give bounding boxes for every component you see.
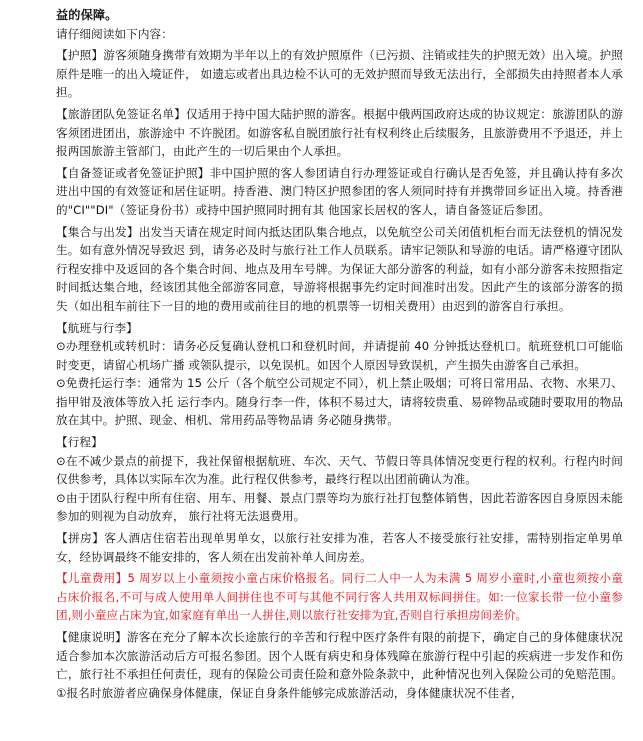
passport-paragraph: 【护照】游客须随身携带有效期为半年以上的有效护照原件（已污损、注销或挂失的护照无效）出入境。护照原件是唯一的出入境证件， 如遗忘或者出具边检不认可的无效护照而导致无法出行，全部损失由持照者本人承担。 — [56, 48, 623, 100]
checkin-paragraph: ⊙办理登机或转机时：请务必反复确认登机口和登机时间，并请提前 40 分钟抵达登机口。航班登机口可能临时变更，请留心机场广播 或领队提示，以免误机。如因个人原因导致误机，产生损失由游客自己承担。 — [56, 339, 623, 372]
assembly-paragraph: 【集合与出发】出发当天请在规定时间内抵达团队集合地点，以免航空公司关闭值机柜台而无法登机的情况发生。如有意外情况导致迟 到，请务必及时与旅行社工作人员联系。请牢记领队和导游的电话。请严格遵守团队行程安排中及返回的各个集合时间、地点及用车号牌。为保证大部分游客的利益，如有小部分游客未按照指定时间抵达集合地，经该团其他全部游客同意，导游将根据事先约定时间准时出发。因此产生的该部分游客的损失（如出租车前往下一目的地的费用或前往目的地的机票等一切相关费用）由迟到的游客自行承担。 — [56, 224, 623, 313]
section-heading: 益的保障。 — [56, 8, 118, 22]
intro-line: 请仔细阅读如下内容： — [56, 26, 173, 41]
itinerary-paragraph-2: ⊙由于团队行程中所有住宿、用车、用餐、景点门票等均为旅行社打包整体销售，因此若游客因自身原因未能参加的则视为自动放弃， 旅行社将无法退费用。 — [56, 490, 623, 524]
child-fee-paragraph: 【儿童费用】5 周岁以上小童须按小童占床价格报名。同行二人中一人为未满 5 周岁小童时,小童也须按小童占床价报名,不可与成人使用单人间拼住也不可与其他不同行客人共用双标间拼住。如:一位家长带一位小童参团,则小童应占床为宜,如家庭有单出一人拼住,则以旅行社安排为宜,否则自行承担房间差价。 — [56, 571, 623, 623]
self-visa-paragraph: 【自备签证或者免签证护照】非中国护照的客人参团请自行办理签证或自行确认是否免签，并且确认持有多次进出中国的有效签证和居住证明。持香港、澳门特区护照参团的客人须同时持有并携带回乡证出入境。持香港的"CI""DI"（签证身份书）或持中国护照同时拥有其 他国家长居权的客人，请自备签证后参团。 — [56, 165, 623, 217]
itinerary-paragraph-1: ⊙在不减少景点的前提下，我社保留根据航班、车次、天气、节假日等具体情况变更行程的权利。行程内时间仅供参考，具体以实际车次为准。此行程仅供参考，最终行程以出团前确认为准。 — [56, 453, 623, 487]
flight-baggage-title: 【航班与行李】 — [56, 320, 138, 335]
health-paragraph: 【健康说明】游客在充分了解本次长途旅行的辛苦和行程中医疗条件有限的前提下，确定自己的身体健康状况适合参加本次旅游活动后方可报名参团。因个人既有病史和身体残障在旅游行程中引起的疾病进一步发作和伤亡，旅行社不承担任何责任，现有的保险公司责任险和意外险条款中，此种情况也列入保险公司的免赔范围。①报名时旅游者应确保身体健康，保证自身条件能够完成旅游活动，身体健康状况不佳者， — [56, 630, 623, 700]
baggage-paragraph: ⊙免费托运行李：通常为 15 公斤（各个航空公司规定不同），机上禁止吸烟；可将日常用品、衣物、水果刀、指甲钳及液体等放入托 运行李内。随身行李一件，体积不易过大，请将较贵重、易碎物品或随时要取用的物品放在其中。护照、现金、相机、常用药品等物品请 务必随身携带。 — [56, 376, 623, 428]
group-visa-paragraph: 【旅游团队免签证名单】仅适用于持中国大陆护照的游客。根据中俄两国政府达成的协议规定：旅游团队的游客须团进团出，旅游途中 不许脱团。如游客私自脱团旅行社有权利终止后续服务，且旅游费用不予退还，并上报两国旅游主管部门，由此产生的一切后果由个人承担。 — [56, 106, 623, 159]
room-share-paragraph: 【拼房】客人酒店住宿若出现单男单女，以旅行社安排为准，若客人不接受旅行社安排，需特别指定单男单女，经协调最终不能安排的，客人须在出发前补单人间房差。 — [56, 531, 623, 564]
itinerary-title: 【行程】 — [56, 435, 103, 450]
